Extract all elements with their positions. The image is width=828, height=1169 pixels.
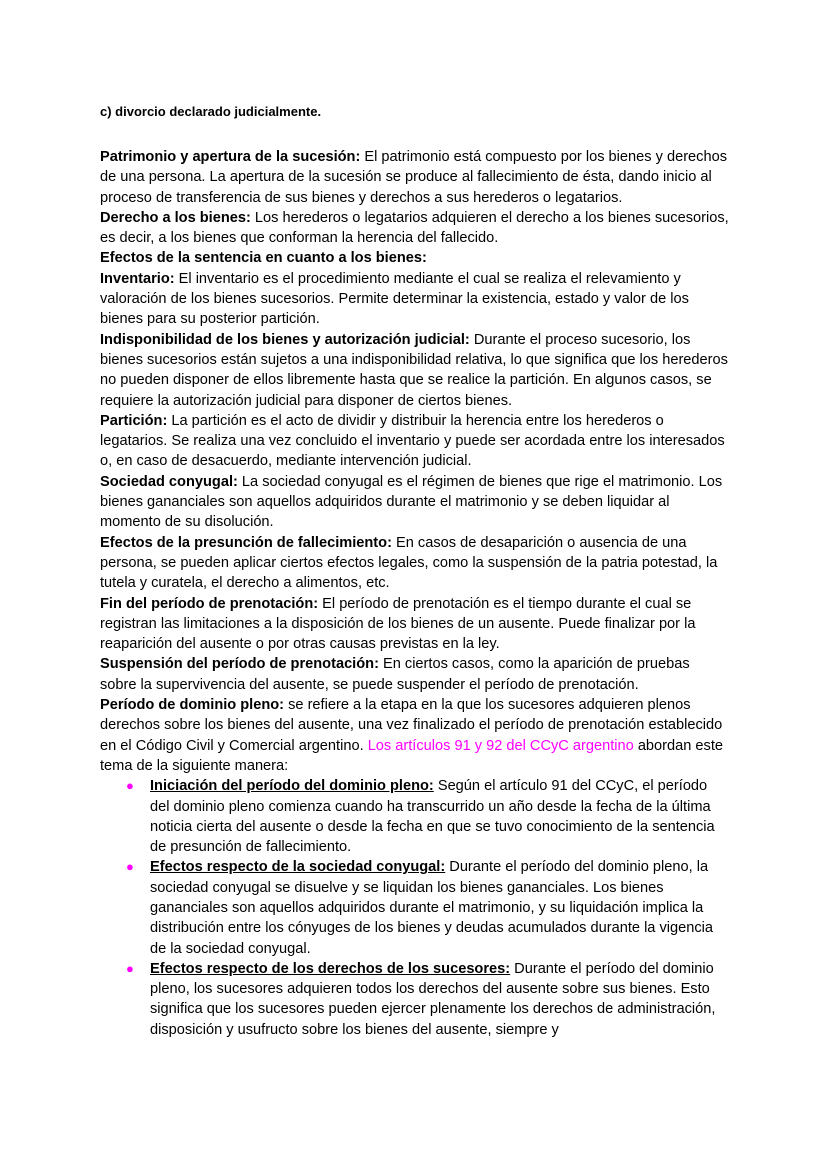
list-item-title: Efectos respecto de los derechos de los sucesores: — [150, 960, 511, 977]
paragraph-derecho-bienes — [100, 208, 730, 249]
section-heading: c) divorcio declarado judicialmente. — [100, 104, 322, 119]
paragraph-title: Efectos de la presunción de fallecimiento: — [100, 534, 392, 551]
paragraph-text-tail: abordan este tema de la siguiente manera: — [100, 737, 724, 774]
paragraph-text: La partición es el acto de dividir y distribuir la herencia entre los herederos o legatarios. Se realiza una vez concluido el inventario y puede ser acordada entre los interesados o, en caso de desacuerdo, mediante intervención judicial. — [100, 412, 725, 470]
paragraph-efectos-sentencia — [100, 248, 730, 268]
bullet-list — [100, 776, 730, 1040]
paragraph-text: En casos de desaparición o ausencia de una persona, se pueden aplicar ciertos efectos legales, como la suspensión de la patria potestad, la tutela y curatela, el derecho a alimentos, etc. — [100, 534, 718, 592]
list-item-title: Iniciación del período del dominio pleno: — [150, 778, 434, 795]
paragraph-title: Indisponibilidad de los bienes y autorización judicial: — [100, 331, 470, 348]
list-item-text: Según el artículo 91 del CCyC, el período del dominio pleno comienza cuando ha transcurrido un año desde la fecha de la última noticia cierta del ausente o desde la fecha en que se tuvo conocimiento de la sentencia de presunción de fallecimiento. — [150, 778, 715, 856]
document-page — [100, 102, 730, 1040]
paragraph-text: El patrimonio está compuesto por los bienes y derechos de una persona. La apertura de la sucesión se produce al fallecimiento de ésta, dando inicio al proceso de transferencia de sus bienes y derechos a sus herederos o legatarios. — [100, 149, 728, 206]
paragraph-inventario — [100, 269, 730, 330]
paragraph-text: se refiere a la etapa en la que los sucesores adquieren plenos derechos sobre los bienes del ausente, una vez finalizado el período de prenotación establecido en el Código Civil y Comercial argentino. — [100, 697, 723, 754]
bullet-icon: ● — [126, 960, 134, 976]
list-item — [126, 959, 730, 1040]
paragraph-title: Sociedad conyugal: — [100, 473, 238, 490]
list-item — [126, 857, 730, 958]
list-item-title: Efectos respecto de la sociedad conyugal: — [150, 859, 446, 876]
paragraph-title: Efectos de la sentencia en cuanto a los bienes: — [100, 250, 427, 267]
paragraph-title: Inventario: — [100, 270, 175, 287]
paragraph-indisponibilidad — [100, 330, 730, 411]
paragraph-fin-prenotacion — [100, 594, 730, 655]
list-item-text: Durante el período del dominio pleno, la sociedad conyugal se disuelve y se liquidan los bienes gananciales. Los bienes gananciales son aquellos adquiridos durante el matrimonio, y su liquidación implica la distribución entre los cónyuges de los bienes y deudas acumulados durante la vigencia de la sociedad conyugal. — [150, 859, 714, 957]
paragraph-title: Derecho a los bienes: — [100, 209, 251, 226]
paragraph-title: Patrimonio y apertura de la sucesión: — [100, 149, 361, 165]
highlighted-reference: Los artículos 91 y 92 del CCyC argentino — [367, 737, 634, 754]
bullet-icon: ● — [126, 859, 134, 875]
paragraph-patrimonio — [100, 147, 730, 208]
paragraph-text: Los herederos o legatarios adquieren el derecho a los bienes sucesorios, es decir, a los bienes que conforman la herencia del fallecido. — [100, 209, 729, 247]
paragraph-suspension-prenotacion — [100, 654, 730, 695]
paragraph-title: Período de dominio pleno: — [100, 697, 285, 714]
paragraph-title: Partición: — [100, 412, 168, 429]
paragraph-presuncion-fallecimiento — [100, 533, 730, 594]
paragraph-dominio-pleno — [100, 695, 730, 776]
paragraph-text: El período de prenotación es el tiempo durante el cual se registran las limitaciones a la disposición de los bienes de un ausente. Puede finalizar por la reaparición del ausente o por otras causas previstas en la ley. — [100, 595, 696, 653]
paragraph-title: Fin del período de prenotación: — [100, 595, 319, 612]
paragraph-title: Suspensión del período de prenotación: — [100, 656, 379, 673]
paragraph-text: Durante el proceso sucesorio, los bienes sucesorios están sujetos a una indisponibilidad relativa, lo que significa que los herederos no pueden disponer de ellos libremente hasta que se realice la partición. En algunos casos, se requiere la autorización judicial para disponer de ciertos bienes. — [100, 331, 728, 409]
paragraph-particion — [100, 411, 730, 472]
list-item-text: Durante el período del dominio pleno, los sucesores adquieren todos los derechos del ausente sobre sus bienes. Esto significa que los sucesores pueden ejercer plenamente los derechos de administración, disposición y usufructo sobre los bienes del ausente, siempre y — [150, 960, 716, 1038]
bullet-icon: ● — [126, 778, 134, 794]
paragraph-text: La sociedad conyugal es el régimen de bienes que rige el matrimonio. Los bienes gananciales son aquellos adquiridos durante el matrimonio y se deben liquidar al momento de su disolución. — [100, 473, 723, 531]
list-item — [126, 776, 730, 857]
paragraph-text: En ciertos casos, como la aparición de pruebas sobre la supervivencia del ausente, se puede suspender el período de prenotación. — [100, 656, 690, 693]
paragraph-sociedad-conyugal — [100, 472, 730, 533]
paragraph-text: El inventario es el procedimiento mediante el cual se realiza el relevamiento y valoración de los bienes sucesorios. Permite determinar la existencia, estado y valor de los bienes para su posterior partición. — [100, 270, 689, 328]
